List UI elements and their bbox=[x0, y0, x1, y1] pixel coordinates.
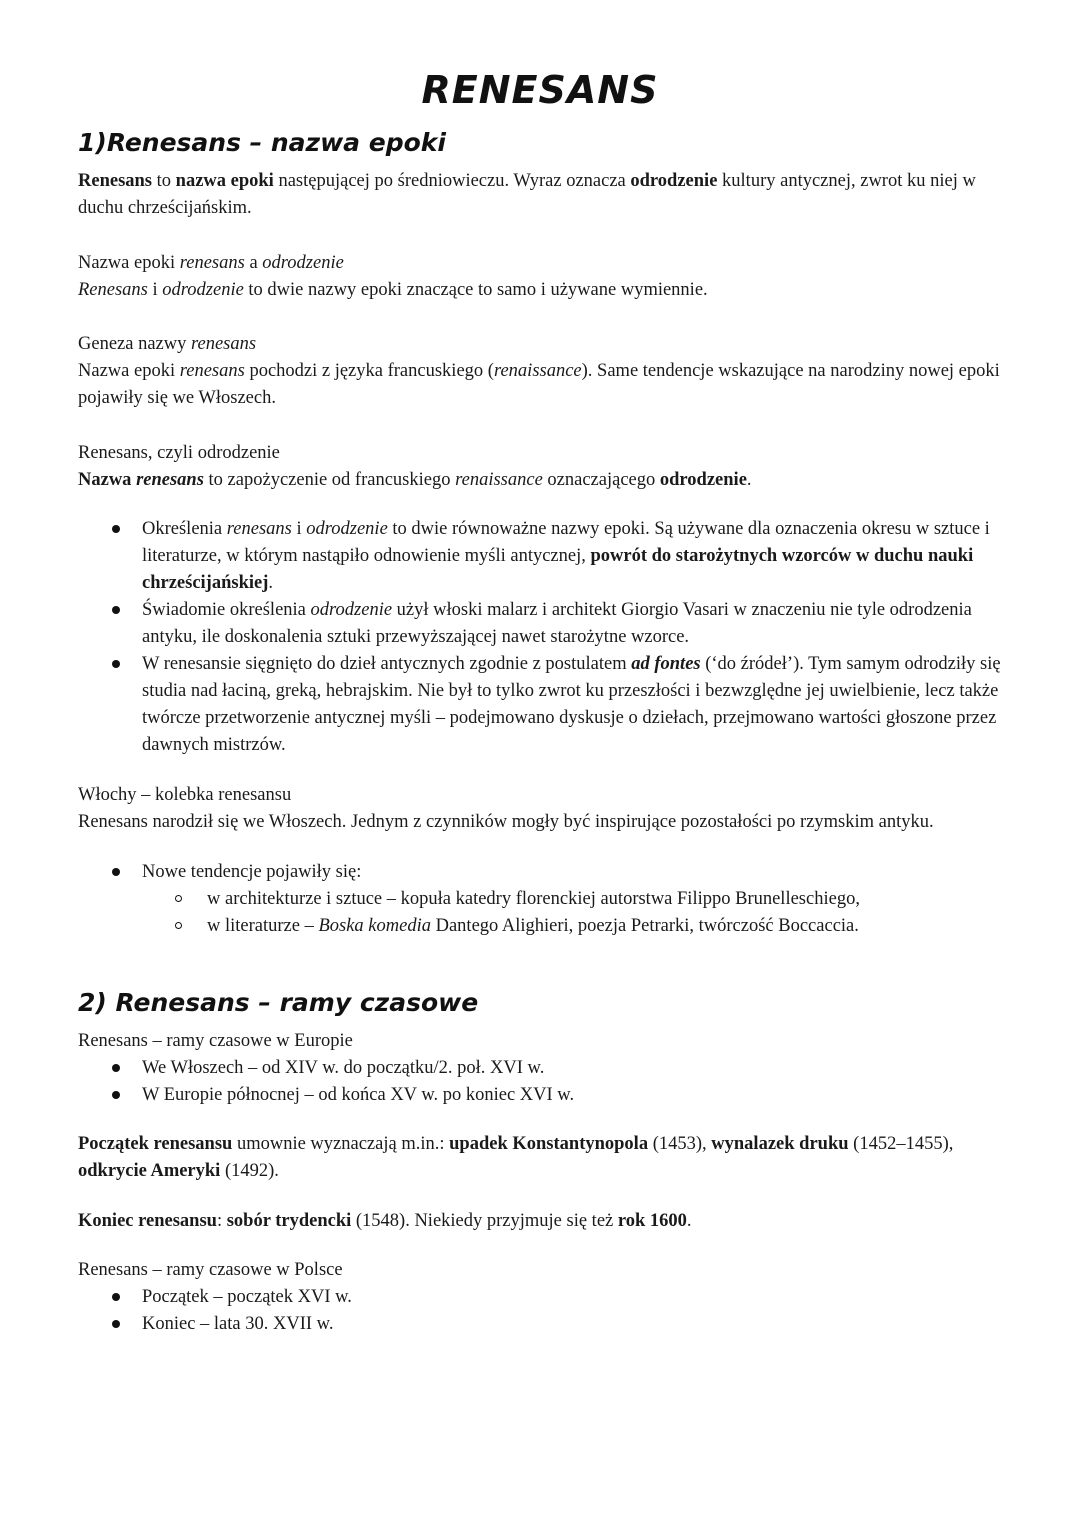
paragraph-italy: Renesans narodził się we Włoszech. Jednym z czynników mogły być inspirujące pozostałości po rzymskim antyku. bbox=[78, 812, 934, 832]
paragraph-start: Początek renesansu umownie wyznaczają m.in.: upadek Konstantynopola (1453), wynalazek druku (1452–1455), odkrycie Ameryki (1492). bbox=[78, 1134, 954, 1181]
sub-list-item: w architekturze i sztuce – kopuła katedry florenckiej autorstwa Filippo Brunelleschiego, bbox=[207, 889, 860, 909]
bullet-icon bbox=[112, 1320, 120, 1328]
bullet-icon bbox=[112, 660, 120, 668]
subheading-italy: Włochy – kolebka renesansu bbox=[78, 785, 292, 805]
list-item: Koniec – lata 30. XVII w. bbox=[142, 1314, 334, 1334]
paragraph-end: Koniec renesansu: sobór trydencki (1548). Niekiedy przyjmuje się też rok 1600. bbox=[78, 1211, 692, 1231]
bullet-icon bbox=[112, 525, 120, 533]
list-item: Określenia renesans i odrodzenie to dwie równoważne nazwy epoki. Są używane dla oznaczenia okresu w sztuce i literaturze, w którym nastąpiło odnowienie myśli antycznej, powrót do starożytnych wzorców w duchu nauki chrześcijańskiej. bbox=[142, 519, 990, 593]
paragraph-name-origin: Nazwa epoki renesans pochodzi z języka francuskiego (renaissance). Same tendencje wskazujące na narodziny nowej epoki pojawiły się we Włoszech. bbox=[78, 361, 1000, 408]
subheading-europe: Renesans – ramy czasowe w Europie bbox=[78, 1031, 353, 1051]
page-title: RENESANS bbox=[421, 68, 659, 112]
list-item: Początek – początek XVI w. bbox=[142, 1287, 352, 1307]
bullet-icon bbox=[112, 1293, 120, 1301]
sub-list-item: w literaturze – Boska komedia Dantego Alighieri, poezja Petrarki, twórczość Boccaccia. bbox=[207, 916, 859, 936]
subheading-name-origin: Geneza nazwy renesans bbox=[78, 334, 257, 354]
list-item: W Europie północnej – od końca XV w. po koniec XVI w. bbox=[142, 1085, 575, 1105]
subheading-name-comparison: Nazwa epoki renesans a odrodzenie bbox=[78, 253, 344, 273]
section-2-heading: 2) Renesans – ramy czasowe bbox=[78, 988, 479, 1017]
list-item: Nowe tendencje pojawiły się: bbox=[142, 862, 362, 882]
sub-bullet-icon bbox=[175, 922, 182, 929]
list-item: We Włoszech – od XIV w. do początku/2. poł. XVI w. bbox=[142, 1058, 545, 1078]
sub-bullet-icon bbox=[175, 895, 182, 902]
paragraph-name-comparison: Renesans i odrodzenie to dwie nazwy epoki znaczące to samo i używane wymiennie. bbox=[78, 280, 708, 300]
subheading-rebirth: Renesans, czyli odrodzenie bbox=[78, 443, 280, 463]
intro-paragraph: Renesans to nazwa epoki następującej po średniowieczu. Wyraz oznacza odrodzenie kultury antycznej, zwrot ku niej w duchu chrześcijańskim. bbox=[78, 171, 976, 218]
bullet-icon bbox=[112, 868, 120, 876]
section-1-heading: 1)Renesans – nazwa epoki bbox=[78, 128, 446, 157]
bullet-icon bbox=[112, 606, 120, 614]
bullet-icon bbox=[112, 1064, 120, 1072]
list-item: W renesansie sięgnięto do dzieł antycznych zgodnie z postulatem ad fontes (‘do źródeł’). Tym samym odrodziły się studia nad łaciną, greką, hebrajskim. Nie był to tylko zwrot ku przeszłości i bezwzględne jej uwielbienie, lecz także twórcze przetworzenie antycznej myśli – podejmowano dyskusje o dziełach, przejmowano wartości głoszone przez dawnych mistrzów. bbox=[142, 654, 1001, 755]
subheading-poland: Renesans – ramy czasowe w Polsce bbox=[78, 1260, 343, 1280]
paragraph-rebirth: Nazwa renesans to zapożyczenie od francuskiego renaissance oznaczającego odrodzenie. bbox=[78, 470, 752, 490]
bullet-icon bbox=[112, 1091, 120, 1099]
list-item: Świadomie określenia odrodzenie użył włoski malarz i architekt Giorgio Vasari w znaczeniu nie tyle odrodzenia antyku, ile doskonalenia sztuki przewyższającej nawet starożytne wzorce. bbox=[142, 600, 972, 647]
